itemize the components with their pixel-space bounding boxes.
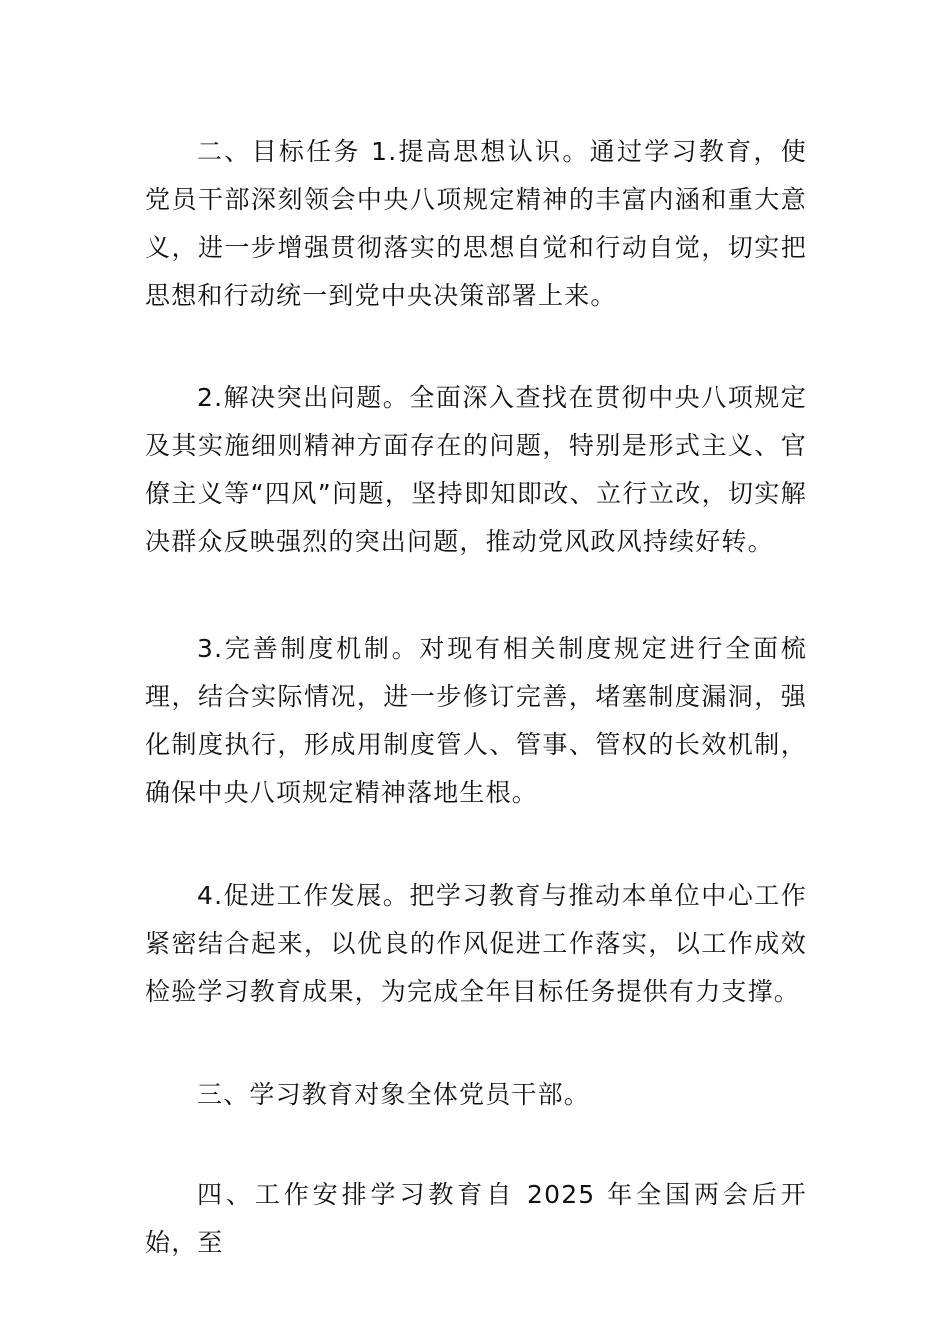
paragraph-goals-tasks: 二、目标任务 1.提高思想认识。通过学习教育，使党员干部深刻领会中央八项规定精神的丰富内涵和重大意义，进一步增强贯彻落实的思想自觉和行动自觉，切实把思想和行动统一到党中央决策部署上来。: [145, 137, 807, 310]
paragraph-improve-mechanisms: 3.完善制度机制。对现有相关制度规定进行全面梳理，结合实际情况，进一步修订完善，堵塞制度漏洞，强化制度执行，形成用制度管人、管事、管权的长效机制，确保中央八项规定精神落地生根。: [145, 634, 807, 807]
paragraph-work-arrangement: 四、工作安排学习教育自 2025 年全国两会后开始，至: [145, 1180, 807, 1257]
paragraph-education-targets: 三、学习教育对象全体党员干部。: [197, 1080, 591, 1109]
paragraph-solve-problems: 2.解决突出问题。全面深入查找在贯彻中央八项规定及其实施细则精神方面存在的问题，特别是形式主义、官僚主义等“四风”问题，坚持即知即改、立行立改，切实解决群众反映强烈的突出问题，推动党风政风持续好转。: [145, 383, 807, 556]
paragraph-promote-work: 4.促进工作发展。把学习教育与推动本单位中心工作紧密结合起来，以优良的作风促进工作落实，以工作成效检验学习教育成果，为完成全年目标任务提供有力支撑。: [145, 881, 807, 1006]
